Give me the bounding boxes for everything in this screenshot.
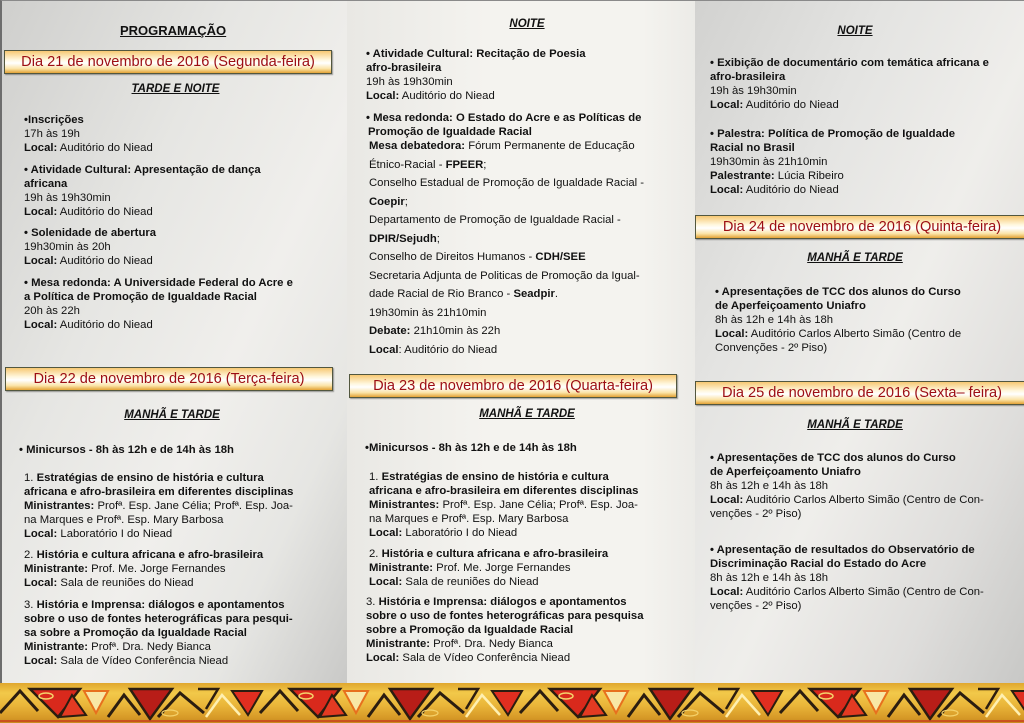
event-title: •Inscrições [24,114,84,126]
event-title: • Atividade Cultural: Recitação de Poesia [366,48,586,60]
teachers: Prof. Me. Jorge Fernandes [88,563,226,575]
local-label: Local: [710,184,744,196]
event-title: • Mesa redonda: A Universidade Federal do Acre e [24,277,293,289]
course-num: 3. [366,596,379,608]
local-value-cont: Convenções - 2º Piso) [715,342,828,354]
teachers: Profª. Dra. Nedy Bianca [88,641,211,653]
local-value: Sala de Vídeo Conferência Niead [57,655,229,667]
debate-label: Debate: [369,325,411,337]
org-acronym: CDH/SEE [535,251,586,263]
event-mesa-estado [366,111,641,139]
course-1-23 [369,470,638,540]
teachers-label: Ministrante: [366,638,431,650]
local-label: Local: [24,319,58,331]
org-line: Secretaria Adjunta de Politicas de Promoção da Igual- [369,269,640,282]
course-title: Estratégias de ensino de história e cultura [36,472,264,484]
teachers: Profª. Esp. Jane Célia; Profª. Esp. Joa- [439,499,638,511]
teachers-label: Ministrante: [24,563,89,575]
local-value: Laboratório I do Niead [402,527,518,539]
org-line: Conselho de Direitos Humanos - [369,251,536,263]
local-value: Laboratório I do Niead [57,528,173,540]
course-2-23 [369,547,608,589]
border-stripe [0,720,1024,722]
course-title: História e cultura africana e afro-brasileira [36,549,264,561]
org-tail: ; [483,158,487,171]
event-title-cont: Racial no Brasil [710,142,795,154]
event-time: 19h30min às 20h [24,241,111,253]
section-title-manha-tarde: MANHÃ E TARDE [124,409,220,421]
local-label: Local: [710,494,744,506]
teachers-label: Ministrantes: [24,500,95,512]
local-label: Local: [24,255,58,267]
teachers: Profª. Dra. Nedy Bianca [430,638,553,650]
org-tail: ; [436,232,440,245]
debatedora-label: Mesa debatedora: [369,140,466,152]
event-time: 8h às 12h e 14h às 18h [710,480,829,492]
event-time: 19h às 19h30min [24,192,111,204]
org-line: Departamento de Promoção de Igualdade Racial - [369,214,621,226]
event-title-cont: africana [24,178,68,190]
event-palestra [710,127,955,197]
course-title-cont: sobre a Promoção da Igualdade Racial [366,624,574,636]
teachers: Profª. Esp. Jane Célia; Profª. Esp. Joa- [94,500,293,512]
local-label: Local [369,343,399,356]
local-value: Auditório do Niead [399,90,495,102]
section-title-tarde-noite: TARDE E NOITE [131,83,220,95]
event-danca [24,163,261,219]
debatedora-text: Fórum Permanente de Educação [465,140,635,152]
event-time: 8h às 12h e 14h às 18h [710,572,829,584]
event-title-cont: a Política de Promoção de Igualdade Racial [24,291,257,303]
debate-time: 21h10min às 22h [410,325,501,337]
teachers: Prof. Me. Jorge Fernandes [433,562,571,574]
section-title-manha-tarde: MANHÃ E TARDE [807,419,903,431]
event-solenidade [24,226,156,268]
local-label: Local: [710,99,744,111]
minicursos-23 [365,441,577,455]
org-acronym: Seadpir [513,288,555,300]
course-num: 3. [24,599,37,611]
event-inscricoes [24,113,153,155]
local-value: Sala de reuniões do Niead [57,577,194,589]
teachers-label: Ministrante: [369,562,434,574]
day-banner-24: Dia 24 de novembro de 2016 (Quinta-feira) [695,215,1024,239]
day-banner-25: Dia 25 de novembro de 2016 (Sexta– feira) [695,381,1024,405]
triangle-pattern-icon [0,683,1024,723]
local-label: Local: [366,652,400,664]
day-banner-21: Dia 21 de novembro de 2016 (Segunda-feira) [4,50,332,74]
local-label: Local: [24,655,58,667]
local-label: Local: [24,142,58,154]
event-time: 19h30min às 21h10min [710,156,828,168]
course-2-22 [24,548,263,590]
org-acronym: DPIR/Sejudh [369,232,437,245]
org-line: dade Racial de Rio Branco - [369,288,514,300]
event-title-cont: Discriminação Racial do Estado do Acre [710,558,927,570]
event-title: • Apresentação de resultados do Observatório de [710,544,975,556]
course-title-cont: sobre o uso de fontes heterográficas para pesquisa [366,610,644,622]
event-mesa-ufac [24,276,293,332]
speaker-label: Palestrante: [710,170,775,182]
day-banner-23: Dia 23 de novembro de 2016 (Quarta-feira) [349,374,677,398]
event-title-cont: afro-brasileira [710,71,786,83]
event-title-cont: afro-brasileira [366,62,442,74]
course-title-cont: sobre o uso de fontes heterográficas para pesqui- [24,613,293,625]
course-title: História e cultura africana e afro-brasileira [381,548,609,560]
org-acronym: FPEER [445,158,484,171]
event-time: 20h às 22h [24,305,80,317]
event-documentario [710,56,989,112]
course-title: Estratégias de ensino de história e cultura [381,471,609,483]
event-time: 19h30min às 21h10min [369,306,487,319]
local-label: Local: [710,586,744,598]
teachers-cont: na Marques e Profª. Esp. Mary Barbosa [369,513,569,525]
course-3-22 [24,598,293,668]
event-time: 19h às 19h30min [710,85,797,97]
course-1-22 [24,471,293,541]
event-poesia [366,47,586,103]
local-label: Local: [715,328,749,340]
course-title: História e Imprensa: diálogos e apontamentos [378,596,627,608]
event-title: • Solenidade de abertura [24,227,157,239]
teachers-cont: na Marques e Profª. Esp. Mary Barbosa [24,514,224,526]
local-value: Sala de Vídeo Conferência Niead [399,652,571,664]
event-observatorio [710,543,984,613]
local-label: Local: [24,577,58,589]
minicursos-22 [19,443,234,457]
event-tcc-25 [710,451,984,521]
event-title: • Apresentações de TCC dos alunos do Curso [710,452,956,464]
speaker-value: Lúcia Ribeiro [774,170,844,182]
event-title-cont: Promoção de Igualdade Racial [368,126,532,138]
local-value: Auditório do Niead [743,184,839,196]
local-value-cont: venções - 2º Piso) [710,600,802,612]
course-3-23 [366,595,643,665]
event-title-cont: de Aperfeiçoamento Uniafro [715,300,866,312]
local-value: Auditório do Niead [57,206,153,218]
course-title-cont: africana e afro-brasileira em diferentes disciplinas [24,486,294,498]
event-tcc-24 [715,285,961,355]
org-line: Étnico-Racial - [369,158,446,171]
course-title-cont: sa sobre a Promoção da Igualdade Racial [24,627,247,639]
section-title-manha-tarde: MANHÃ E TARDE [807,252,903,264]
panel-left [0,0,347,683]
local-value: Auditório Carlos Alberto Simão (Centro de Con- [743,494,984,506]
course-num: 2. [369,548,382,560]
org-tail: ; [404,195,408,208]
local-value: Auditório Carlos Alberto Simão (Centro de [748,328,962,340]
local-value: Auditório Carlos Alberto Simão (Centro de Con- [743,586,984,598]
event-time: 17h às 19h [24,128,80,140]
minicursos-title: •Minicursos - 8h às 12h e de 14h às 18h [365,442,577,454]
panel-right [695,0,1024,683]
event-time: 8h às 12h e 14h às 18h [715,314,834,326]
local-label: Local: [369,576,403,588]
course-title-cont: africana e afro-brasileira em diferentes disciplinas [369,485,639,497]
org-tail: . [554,288,559,300]
african-pattern-border [0,683,1024,723]
event-title: • Atividade Cultural: Apresentação de dança [24,164,261,176]
event-title-cont: de Aperfeiçoamento Uniafro [710,466,861,478]
org-line: Conselho Estadual de Promoção de Igualdade Racial - [369,177,645,189]
event-title: • Palestra: Política de Promoção de Igualdade [710,128,956,140]
minicursos-title: • Minicursos - 8h às 12h e de 14h às 18h [19,444,234,456]
local-value: Auditório do Niead [57,319,153,331]
local-label: Local: [366,90,400,102]
section-title-manha-tarde: MANHÃ E TARDE [479,408,575,420]
local-label: Local: [24,206,58,218]
local-label: Local: [369,527,403,539]
event-title: • Mesa redonda: O Estado do Acre e as Políticas de [366,112,642,124]
local-value: Auditório do Niead [57,142,153,154]
local-label: Local: [24,528,58,540]
teachers-label: Ministrante: [24,641,89,653]
program-title: PROGRAMAÇÃO [120,23,227,38]
course-num: 2. [24,549,37,561]
course-title: História e Imprensa: diálogos e apontamentos [36,599,285,611]
local-value: Auditório do Niead [57,255,153,267]
teachers-label: Ministrantes: [369,499,440,511]
section-title-noite: NOITE [837,25,873,37]
org-acronym: Coepir [369,195,405,208]
mesa-debatedora [369,137,669,359]
local-value: Auditório do Niead [743,99,839,111]
local-value: Sala de reuniões do Niead [402,576,539,588]
section-title-noite: NOITE [509,18,545,30]
day-banner-22: Dia 22 de novembro de 2016 (Terça-feira) [5,367,333,391]
event-title: • Apresentações de TCC dos alunos do Curso [715,286,961,298]
local-value-cont: venções - 2º Piso) [710,508,802,520]
event-title: • Exibição de documentário com temática africana e [710,57,989,69]
course-num: 1. [369,471,382,483]
panel-middle [347,0,695,683]
local-value: : Auditório do Niead [398,343,498,356]
event-time: 19h às 19h30min [366,76,453,88]
course-num: 1. [24,472,37,484]
